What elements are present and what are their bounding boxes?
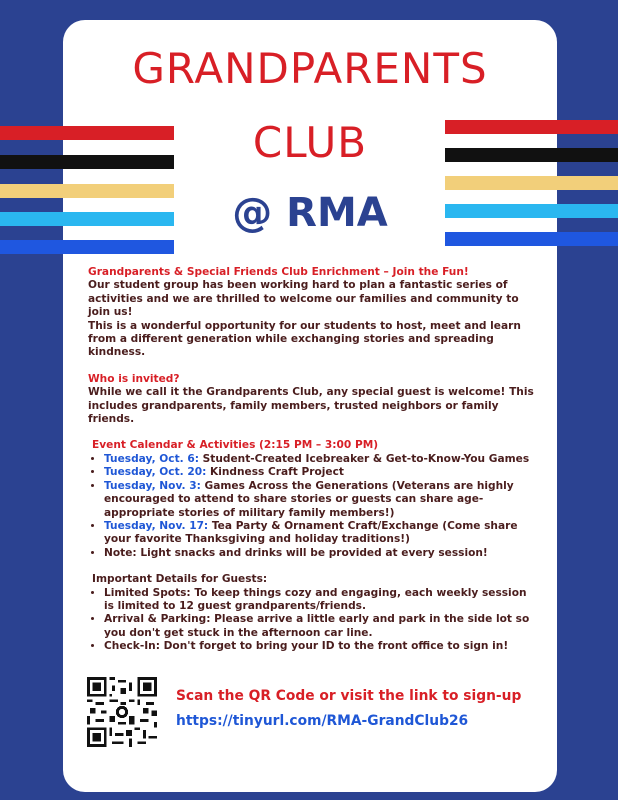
intro-heading: Grandparents & Special Friends Club Enrichment – Join the Fun! <box>88 266 469 278</box>
scan-instruction: Scan the QR Code or visit the link to sign-up <box>176 688 522 704</box>
event-date: Tuesday, Nov. 3: <box>104 479 201 492</box>
invited-heading: Who is invited? <box>88 372 180 385</box>
event-item <box>104 466 538 479</box>
details-heading: Important Details for Guests: <box>92 573 268 586</box>
event-text: Games Across the Generations (Veterans are highly encouraged to attend to share stories or guests can share age-appropriate stories of military family members!) <box>104 479 514 519</box>
invited-body: While we call it the Grandparents Club, any special guest is welcome! This includes grandparents, family members, trusted neighbors or family friends. <box>88 386 534 426</box>
details-item: • Arrival & Parking: Please arrive a little early and park in the side lot so you don't get stuck in the afternoon car line. <box>104 613 538 640</box>
event-item <box>104 480 538 520</box>
event-date: Tuesday, Oct. 20: <box>104 466 207 479</box>
event-item <box>104 520 538 547</box>
intro-paragraph-1: Our student group has been working hard to plan a fantastic series of activities and we are thrilled to welcome our families and community to join us! <box>88 279 519 319</box>
event-text: Tea Party & Ornament Craft/Exchange (Come share your favorite Thanksgiving and holiday traditions!) <box>104 519 518 546</box>
details-item: • Limited Spots: To keep things cozy and engaging, each weekly session is limited to 12 guest grandparents/friends. <box>104 587 538 614</box>
calendar-heading: Event Calendar & Activities (2:15 PM – 3:00 PM) <box>92 439 379 452</box>
details-list <box>88 587 538 654</box>
event-item <box>104 453 538 466</box>
event-text: Student-Created Icebreaker & Get-to-Know-You Games <box>198 452 530 465</box>
event-note: • Note: Light snacks and drinks will be provided at every session! <box>104 547 538 560</box>
qr-code-icon[interactable] <box>87 677 157 747</box>
stripe-gold-right <box>445 176 618 190</box>
title-grandparents: GRANDPARENTS <box>132 44 488 93</box>
event-text: Kindness Craft Project <box>206 466 344 479</box>
event-list <box>88 453 538 560</box>
signup-link[interactable]: https://tinyurl.com/RMA-GrandClub26 <box>176 713 469 729</box>
flyer-content <box>88 266 538 654</box>
intro-paragraph-2: This is a wonderful opportunity for our students to host, meet and learn from a different generation while exchanging stories and spreading kindness. <box>88 319 521 359</box>
details-item: • Check-In: Don't forget to bring your ID to the front office to sign in! <box>104 640 538 653</box>
title-club: CLUB <box>252 118 368 167</box>
event-date: Tuesday, Oct. 6: <box>104 452 199 465</box>
title-at-rma: @ RMA <box>232 190 388 236</box>
event-date: Tuesday, Nov. 17: <box>104 519 209 532</box>
stripe-blue-left <box>0 240 174 254</box>
